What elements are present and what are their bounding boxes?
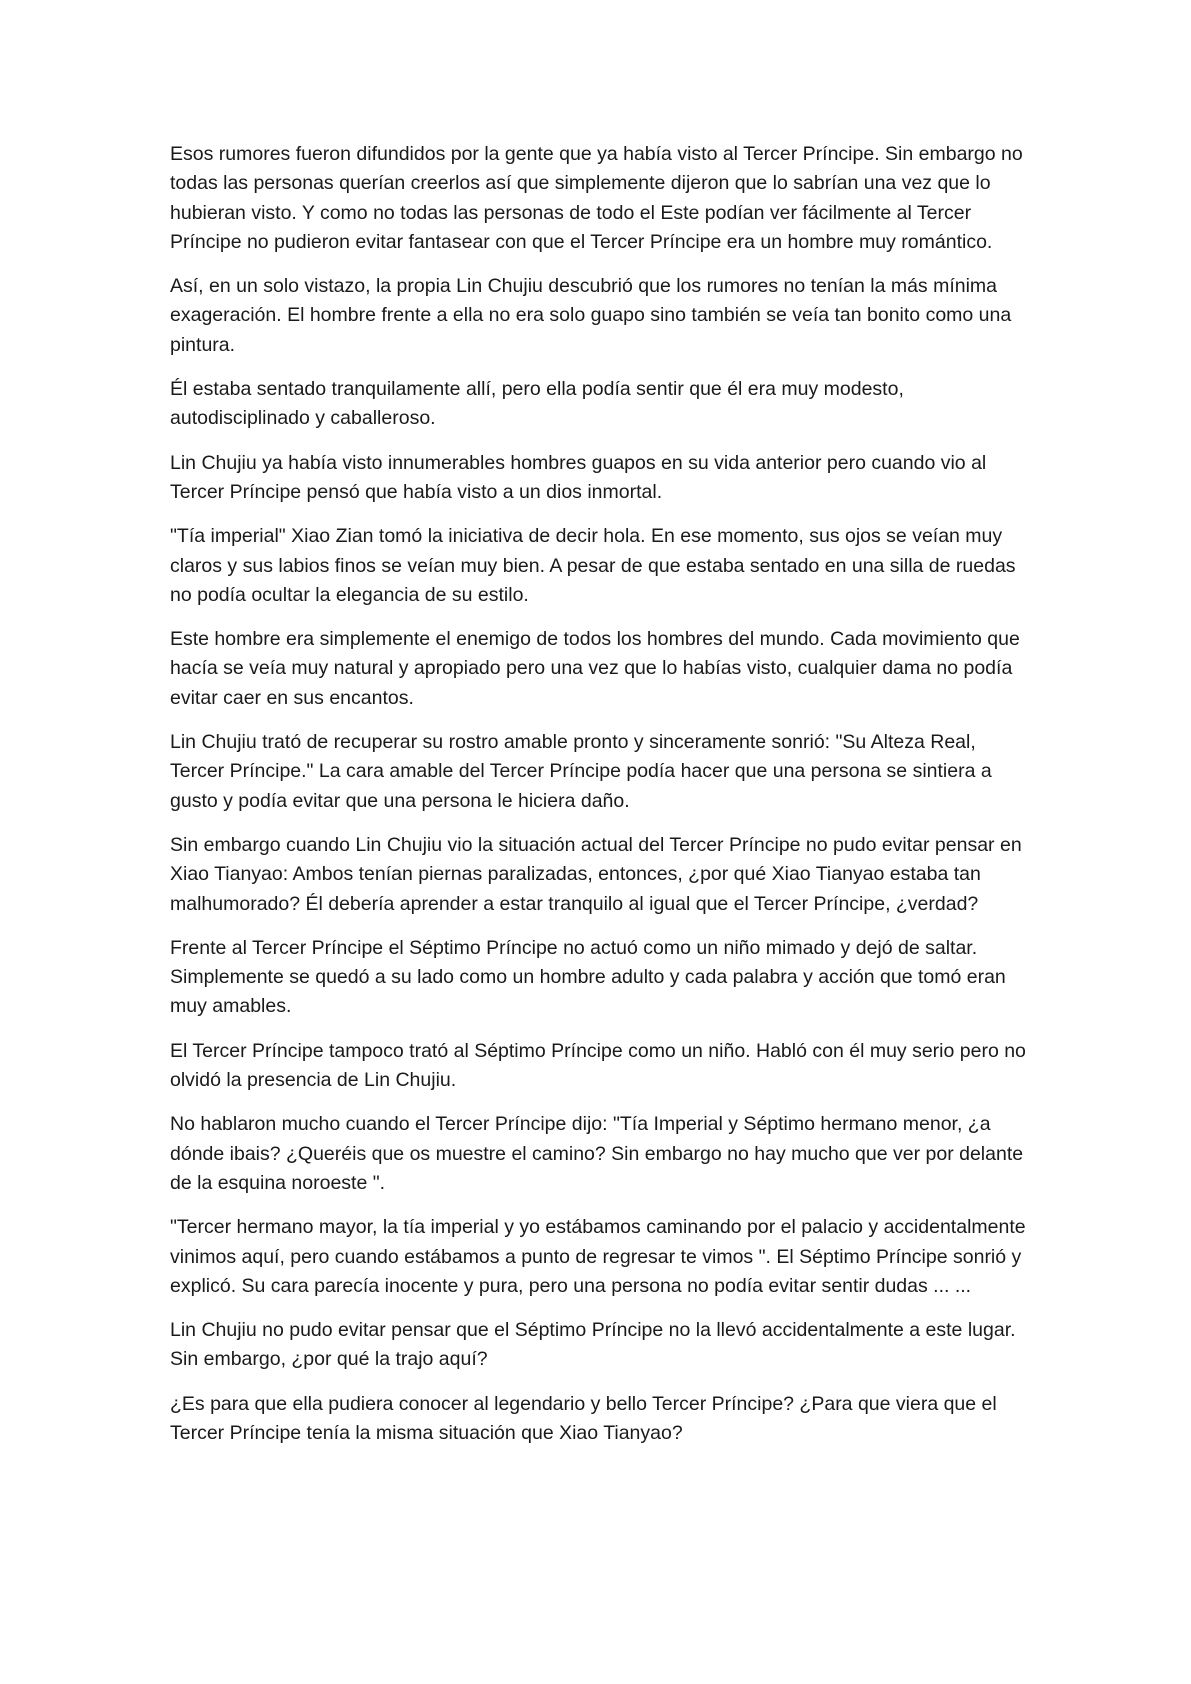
paragraph: Este hombre era simplemente el enemigo de todos los hombres del mundo. Cada movimiento que hacía se veía muy natural y apropiado pero una vez que lo habías visto, cualquier dama no podía evitar caer en sus encantos. (170, 628, 1020, 709)
paragraph: "Tercer hermano mayor, la tía imperial y yo estábamos caminando por el palacio y accidentalmente vinimos aquí, pero cuando estábamos a punto de regresar te vimos ". El Séptimo Príncipe sonrió y explicó. Su cara parecía inocente y pura, pero una persona no podía evitar sentir dudas ... ... (170, 1216, 1026, 1297)
paragraph: Lin Chujiu trató de recuperar su rostro amable pronto y sinceramente sonrió: "Su Alteza Real, Tercer Príncipe." La cara amable del Tercer Príncipe podía hacer que una persona se sintiera a gusto y podía evitar que una persona le hiciera daño. (170, 731, 992, 812)
paragraph: ¿Es para que ella pudiera conocer al legendario y bello Tercer Príncipe? ¿Para que viera que el Tercer Príncipe tenía la misma situación que Xiao Tianyao? (170, 1392, 997, 1444)
document-page (170, 140, 1030, 1463)
paragraph: Lin Chujiu no pudo evitar pensar que el Séptimo Príncipe no la llevó accidentalmente a este lugar. Sin embargo, ¿por qué la trajo aquí? (170, 1319, 1016, 1371)
paragraph: No hablaron mucho cuando el Tercer Príncipe dijo: "Tía Imperial y Séptimo hermano menor, ¿a dónde ibais? ¿Queréis que os muestre el camino? Sin embargo no hay mucho que ver por delante de la esquina noroeste ". (170, 1113, 1024, 1194)
paragraph: Esos rumores fueron difundidos por la gente que ya había visto al Tercer Príncipe. Sin embargo no todas las personas querían creerlos así que simplemente dijeron que lo sabrían una vez que lo hubieran visto. Y como no todas las personas de todo el Este podían ver fácilmente al Tercer Príncipe no pudieron evitar fantasear con que el Tercer Príncipe era un hombre muy romántico. (170, 143, 1023, 253)
paragraph: Sin embargo cuando Lin Chujiu vio la situación actual del Tercer Príncipe no pudo evitar pensar en Xiao Tianyao: Ambos tenían piernas paralizadas, entonces, ¿por qué Xiao Tianyao estaba tan malhumorado? Él debería aprender a estar tranquilo al igual que el Tercer Príncipe, ¿verdad? (170, 833, 1022, 915)
paragraph: Frente al Tercer Príncipe el Séptimo Príncipe no actuó como un niño mimado y dejó de saltar. Simplemente se quedó a su lado como un hombre adulto y cada palabra y acción que tomó eran muy amables. (170, 936, 1006, 1018)
paragraph: Así, en un solo vistazo, la propia Lin Chujiu descubrió que los rumores no tenían la más mínima exageración. El hombre frente a ella no era solo guapo sino también se veía tan bonito como una pintura. (170, 275, 1012, 356)
paragraph: Lin Chujiu ya había visto innumerables hombres guapos en su vida anterior pero cuando vio al Tercer Príncipe pensó que había visto a un dios inmortal. (170, 451, 987, 503)
paragraph: El Tercer Príncipe tampoco trató al Séptimo Príncipe como un niño. Habló con él muy serio pero no olvidó la presencia de Lin Chujiu. (170, 1039, 1026, 1092)
paragraph: Él estaba sentado tranquilamente allí, pero ella podía sentir que él era muy modesto, autodisciplinado y caballeroso. (170, 378, 904, 430)
paragraph: "Tía imperial" Xiao Zian tomó la iniciativa de decir hola. En ese momento, sus ojos se veían muy claros y sus labios finos se veían muy bien. A pesar de que estaba sentado en una silla de ruedas no podía ocultar la elegancia de su estilo. (170, 525, 1016, 606)
